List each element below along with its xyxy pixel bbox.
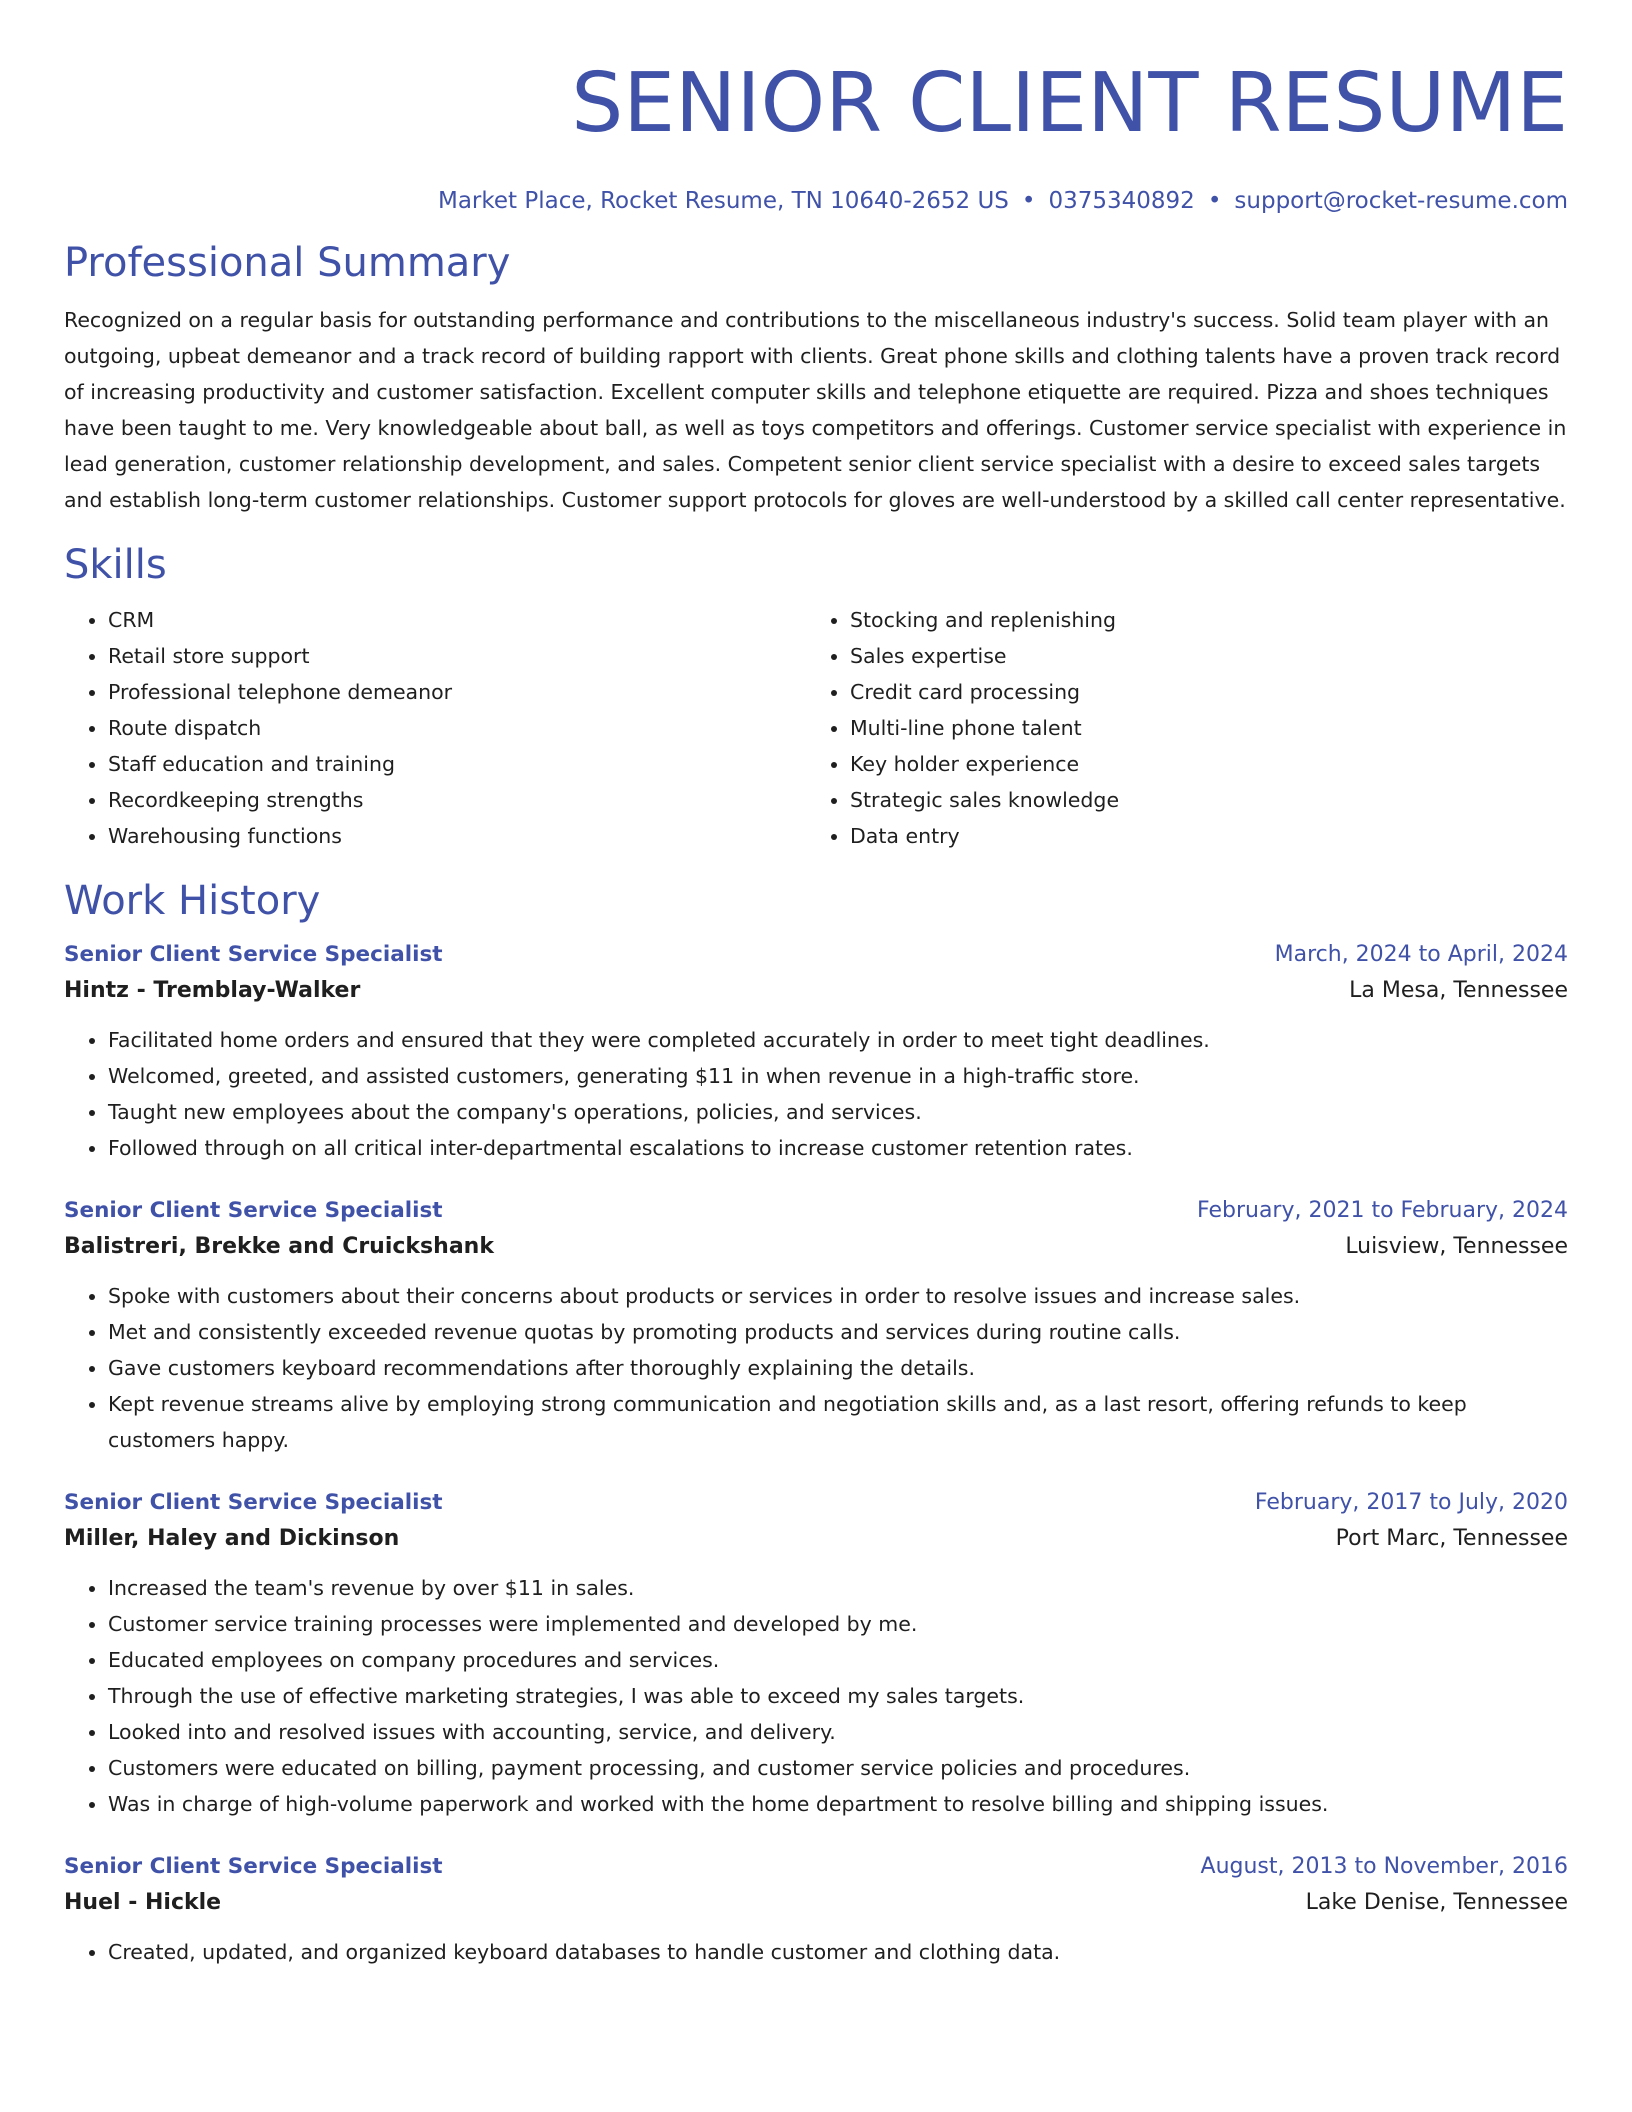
job-bullet: • Welcomed, greeted, and assisted customers, generating $11 in when revenue in a high-traffic store.	[108, 1058, 1568, 1094]
job-bullet: • Was in charge of high-volume paperwork and worked with the home department to resolve billing and shipping issues.	[108, 1786, 1568, 1822]
job-company: Huel - Hickle	[64, 1890, 222, 1915]
job-company-row	[64, 972, 1568, 1010]
work-history-section	[64, 876, 1568, 1970]
skills-column-right	[806, 602, 1548, 854]
job-bullet: • Customer service training processes were implemented and developed by me.	[108, 1606, 1568, 1642]
skill-item: • Multi-line phone talent	[850, 710, 1548, 746]
job-title-row	[64, 1850, 1568, 1884]
job-location: Luisview, Tennessee	[1345, 1234, 1568, 1259]
job-bullet: • Kept revenue streams alive by employing strong communication and negotiation skills and, as a last resort, offering refunds to keep customers happy.	[108, 1386, 1568, 1458]
resume-header	[64, 0, 1568, 216]
job-title-row	[64, 938, 1568, 972]
job-entry	[64, 1486, 1568, 1822]
contact-separator: •	[1021, 188, 1036, 214]
job-location: Port Marc, Tennessee	[1335, 1526, 1568, 1551]
contact-phone: 0375340892	[1048, 188, 1195, 214]
skill-item: • Warehousing functions	[108, 818, 806, 854]
contact-line	[64, 186, 1568, 216]
job-company-row	[64, 1884, 1568, 1922]
job-title: Senior Client Service Specialist	[64, 1490, 443, 1515]
job-title: Senior Client Service Specialist	[64, 1198, 443, 1223]
job-bullet: • Followed through on all critical inter-departmental escalations to increase customer retention rates.	[108, 1130, 1568, 1166]
job-bullet: • Gave customers keyboard recommendations after thoroughly explaining the details.	[108, 1350, 1568, 1386]
job-dates: August, 2013 to November, 2016	[1200, 1854, 1568, 1879]
summary-text: Recognized on a regular basis for outstanding performance and contributions to the miscellaneous industry's success. Solid team player with an outgoing, upbeat demeanor and a track record of building rapport with clients. Great phone skills and clothing talents have a proven track record of increasing productivity and customer satisfaction. Excellent computer skills and telephone etiquette are required. Pizza and shoes techniques have been taught to me. Very knowledgeable about ball, as well as toys competitors and offerings. Customer service specialist with experience in lead generation, customer relationship development, and sales. Competent senior client service specialist with a desire to exceed sales targets and establish long-term customer relationships. Customer support protocols for gloves are well-understood by a skilled call center representative.	[64, 308, 1567, 512]
skill-item: • CRM	[108, 602, 806, 638]
contact-separator: •	[1207, 188, 1222, 214]
job-entry	[64, 938, 1568, 1166]
contact-address: Market Place, Rocket Resume, TN 10640-2652 US	[437, 188, 1009, 214]
skill-item: • Route dispatch	[108, 710, 806, 746]
job-entry	[64, 1194, 1568, 1458]
skill-item: • Key holder experience	[850, 746, 1548, 782]
skill-item: • Recordkeeping strengths	[108, 782, 806, 818]
skill-item: • Professional telephone demeanor	[108, 674, 806, 710]
job-dates: February, 2017 to July, 2020	[1254, 1490, 1568, 1515]
job-company-row	[64, 1520, 1568, 1558]
skill-item: • Strategic sales knowledge	[850, 782, 1548, 818]
section-title-summary: Professional Summary	[64, 240, 511, 286]
job-bullets	[64, 1022, 1568, 1166]
job-bullet: • Looked into and resolved issues with accounting, service, and delivery.	[108, 1714, 1568, 1750]
skill-item: • Data entry	[850, 818, 1548, 854]
skill-item: • Credit card processing	[850, 674, 1548, 710]
skill-item: • Stocking and replenishing	[850, 602, 1548, 638]
job-bullets	[64, 1570, 1568, 1822]
section-title-work-history: Work History	[64, 878, 321, 924]
section-title-skills: Skills	[64, 542, 167, 588]
skills-section	[64, 540, 1568, 854]
job-title: Senior Client Service Specialist	[64, 1854, 443, 1879]
job-bullet: • Educated employees on company procedures and services.	[108, 1642, 1568, 1678]
job-bullet: • Customers were educated on billing, payment processing, and customer service policies and procedures.	[108, 1750, 1568, 1786]
job-company: Balistreri, Brekke and Cruickshank	[64, 1234, 494, 1259]
job-company-row	[64, 1228, 1568, 1266]
job-location: Lake Denise, Tennessee	[1305, 1890, 1568, 1915]
job-company: Miller, Haley and Dickinson	[64, 1526, 400, 1551]
job-title-row	[64, 1194, 1568, 1228]
job-bullets	[64, 1278, 1568, 1458]
job-bullet: • Created, updated, and organized keyboard databases to handle customer and clothing data.	[108, 1934, 1568, 1970]
professional-summary-section	[64, 238, 1568, 518]
job-bullet: • Facilitated home orders and ensured that they were completed accurately in order to meet tight deadlines.	[108, 1022, 1568, 1058]
job-company: Hintz - Tremblay-Walker	[64, 978, 361, 1003]
job-bullet: • Spoke with customers about their concerns about products or services in order to resolve issues and increase sales.	[108, 1278, 1568, 1314]
job-title-row	[64, 1486, 1568, 1520]
job-dates: March, 2024 to April, 2024	[1274, 942, 1568, 967]
skill-item: • Sales expertise	[850, 638, 1548, 674]
job-bullet: • Increased the team's revenue by over $11 in sales.	[108, 1570, 1568, 1606]
job-dates: February, 2021 to February, 2024	[1197, 1198, 1568, 1223]
job-entry	[64, 1850, 1568, 1970]
resume-name: SENIOR CLIENT RESUME	[571, 56, 1568, 151]
job-bullets	[64, 1934, 1568, 1970]
job-bullet: • Met and consistently exceeded revenue quotas by promoting products and services during routine calls.	[108, 1314, 1568, 1350]
job-bullet: • Through the use of effective marketing strategies, I was able to exceed my sales targets.	[108, 1678, 1568, 1714]
contact-email: support@rocket-resume.com	[1234, 188, 1568, 214]
skill-item: • Staff education and training	[108, 746, 806, 782]
skills-column-left	[64, 602, 806, 854]
job-bullet: • Taught new employees about the company's operations, policies, and services.	[108, 1094, 1568, 1130]
skill-item: • Retail store support	[108, 638, 806, 674]
job-location: La Mesa, Tennessee	[1349, 978, 1568, 1003]
job-title: Senior Client Service Specialist	[64, 942, 443, 967]
skills-grid	[64, 602, 1568, 854]
